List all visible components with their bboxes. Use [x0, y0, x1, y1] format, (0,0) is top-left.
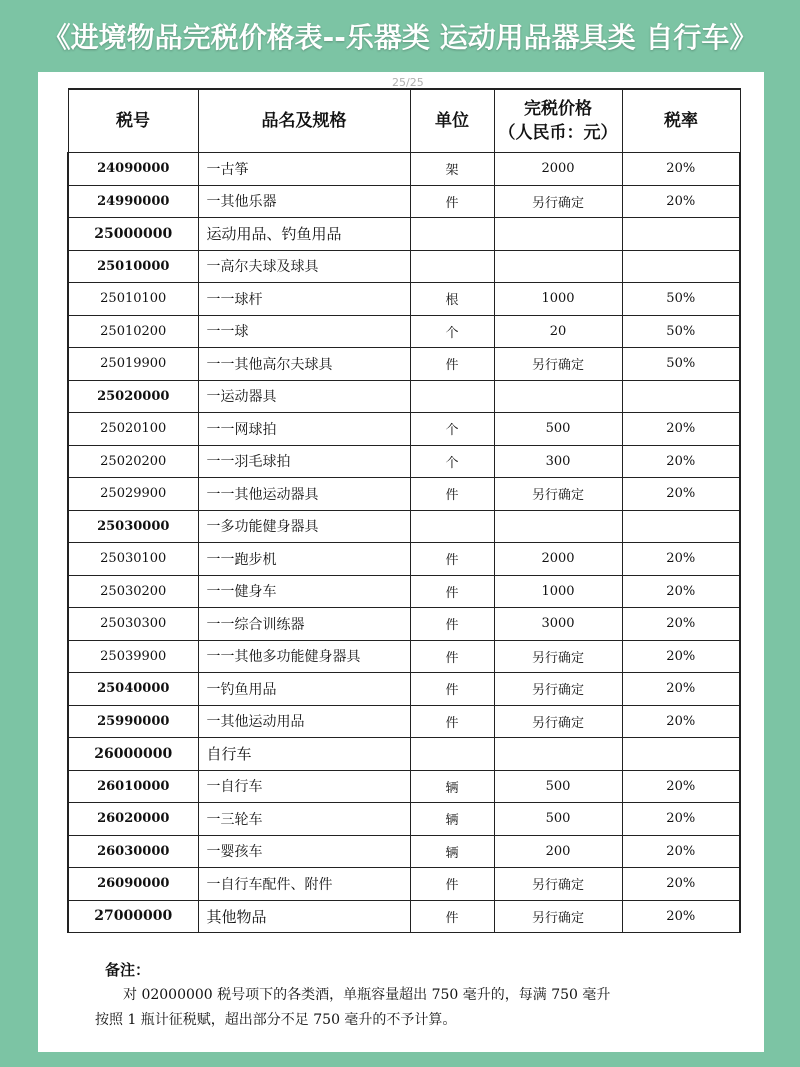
cell-rate: 20%: [622, 153, 740, 186]
cell-code: 26020000: [68, 803, 198, 836]
notes-line-2: 按照 1 瓶计征税赋，超出部分不足 750 毫升的不予计算。: [95, 1012, 457, 1028]
cell-price: 另行确定: [494, 185, 622, 218]
cell-name: 一一球: [198, 315, 410, 348]
cell-rate: 20%: [622, 185, 740, 218]
cell-unit: 件: [410, 900, 494, 933]
table-row: [68, 315, 740, 348]
cell-unit: [410, 218, 494, 251]
cell-price: 2000: [494, 543, 622, 576]
cell-code: 25000000: [68, 218, 198, 251]
cell-code: 25010200: [68, 315, 198, 348]
cell-name: 一高尔夫球及球具: [198, 250, 410, 283]
notes-label: 备注：: [105, 961, 151, 979]
header-code: 税号: [68, 89, 198, 153]
cell-unit: 件: [410, 705, 494, 738]
cell-rate: 20%: [622, 445, 740, 478]
cell-name: 一一其他运动器具: [198, 478, 410, 511]
cell-name: 一一其他高尔夫球具: [198, 348, 410, 381]
cell-unit: 辆: [410, 835, 494, 868]
cell-price: 另行确定: [494, 348, 622, 381]
table-row: [68, 543, 740, 576]
cell-rate: 20%: [622, 608, 740, 641]
table-row: [68, 575, 740, 608]
table-row: [68, 413, 740, 446]
cell-price: 另行确定: [494, 705, 622, 738]
cell-unit: [410, 738, 494, 771]
cell-rate: [622, 510, 740, 543]
cell-rate: 50%: [622, 315, 740, 348]
cell-price: 1000: [494, 575, 622, 608]
table-row: [68, 510, 740, 543]
cell-rate: 20%: [622, 575, 740, 608]
cell-code: 25029900: [68, 478, 198, 511]
cell-name: 一一羽毛球拍: [198, 445, 410, 478]
cell-code: 27000000: [68, 900, 198, 933]
header-name: 品名及规格: [198, 89, 410, 153]
cell-name: 一一球杆: [198, 283, 410, 316]
cell-code: 25020100: [68, 413, 198, 446]
cell-price: 500: [494, 770, 622, 803]
cell-rate: 20%: [622, 900, 740, 933]
cell-price: 20: [494, 315, 622, 348]
cell-rate: 20%: [622, 803, 740, 836]
table-header-row: [68, 89, 740, 153]
cell-price: 另行确定: [494, 868, 622, 901]
table-row: [68, 250, 740, 283]
cell-price: 3000: [494, 608, 622, 641]
cell-name: 一一网球拍: [198, 413, 410, 446]
cell-price: 另行确定: [494, 673, 622, 706]
cell-rate: 20%: [622, 640, 740, 673]
cell-rate: 20%: [622, 543, 740, 576]
cell-name: 一钓鱼用品: [198, 673, 410, 706]
table-row: [68, 380, 740, 413]
cell-price: 另行确定: [494, 478, 622, 511]
cell-price: [494, 250, 622, 283]
cell-unit: 件: [410, 575, 494, 608]
cell-unit: 个: [410, 413, 494, 446]
cell-price: 1000: [494, 283, 622, 316]
table-row: [68, 900, 740, 933]
cell-rate: [622, 250, 740, 283]
cell-name: 一自行车配件、附件: [198, 868, 410, 901]
table-row: [68, 868, 740, 901]
cell-rate: 20%: [622, 835, 740, 868]
cell-price: 500: [494, 803, 622, 836]
cell-code: 25040000: [68, 673, 198, 706]
cell-code: 26010000: [68, 770, 198, 803]
cell-price: [494, 380, 622, 413]
cell-rate: [622, 738, 740, 771]
table-row: [68, 673, 740, 706]
cell-code: 24990000: [68, 185, 198, 218]
cell-unit: [410, 510, 494, 543]
cell-unit: 件: [410, 185, 494, 218]
cell-name: 一其他乐器: [198, 185, 410, 218]
cell-price: 另行确定: [494, 640, 622, 673]
page-number: 25/25: [392, 76, 424, 89]
cell-price: 200: [494, 835, 622, 868]
cell-unit: 辆: [410, 803, 494, 836]
cell-price: [494, 738, 622, 771]
table-row: [68, 283, 740, 316]
cell-code: 25020200: [68, 445, 198, 478]
cell-unit: 根: [410, 283, 494, 316]
cell-code: 26000000: [68, 738, 198, 771]
cell-unit: 件: [410, 640, 494, 673]
tax-price-table: [67, 88, 741, 933]
cell-price: 另行确定: [494, 900, 622, 933]
cell-price: 500: [494, 413, 622, 446]
notes-line-1: 对 02000000 税号项下的各类酒，单瓶容量超出 750 毫升的，每满 750 毫升: [123, 987, 611, 1003]
cell-rate: [622, 380, 740, 413]
cell-unit: 件: [410, 608, 494, 641]
cell-name: 一一综合训练器: [198, 608, 410, 641]
table-row: [68, 770, 740, 803]
cell-name: 一三轮车: [198, 803, 410, 836]
cell-unit: 件: [410, 348, 494, 381]
cell-unit: 件: [410, 673, 494, 706]
cell-price: 2000: [494, 153, 622, 186]
cell-rate: [622, 218, 740, 251]
cell-rate: 20%: [622, 705, 740, 738]
table-row: [68, 153, 740, 186]
header-price-line2: （人民币：元）: [498, 123, 618, 143]
cell-unit: [410, 250, 494, 283]
table-row: [68, 185, 740, 218]
cell-unit: 架: [410, 153, 494, 186]
header-rate: 税率: [622, 89, 740, 153]
cell-name: 运动用品、钓鱼用品: [198, 218, 410, 251]
cell-rate: 50%: [622, 283, 740, 316]
cell-code: 25010100: [68, 283, 198, 316]
table-row: [68, 803, 740, 836]
cell-rate: 20%: [622, 868, 740, 901]
cell-rate: 20%: [622, 673, 740, 706]
cell-unit: 辆: [410, 770, 494, 803]
table-row: [68, 705, 740, 738]
cell-unit: 个: [410, 445, 494, 478]
cell-unit: 件: [410, 478, 494, 511]
table-row: [68, 608, 740, 641]
cell-price: [494, 510, 622, 543]
table-row: [68, 640, 740, 673]
cell-code: 25010000: [68, 250, 198, 283]
cell-unit: [410, 380, 494, 413]
cell-code: 25019900: [68, 348, 198, 381]
cell-name: 其他物品: [198, 900, 410, 933]
cell-code: 25030300: [68, 608, 198, 641]
cell-code: 26090000: [68, 868, 198, 901]
cell-rate: 20%: [622, 413, 740, 446]
cell-code: 24090000: [68, 153, 198, 186]
cell-rate: 50%: [622, 348, 740, 381]
table-row: [68, 478, 740, 511]
notes-section: [95, 958, 735, 1033]
cell-price: [494, 218, 622, 251]
cell-unit: 个: [410, 315, 494, 348]
cell-code: 26030000: [68, 835, 198, 868]
table-body: [68, 153, 740, 933]
cell-code: 25020000: [68, 380, 198, 413]
cell-name: 自行车: [198, 738, 410, 771]
table-row: [68, 218, 740, 251]
cell-price: 300: [494, 445, 622, 478]
cell-code: 25990000: [68, 705, 198, 738]
cell-name: 一多功能健身器具: [198, 510, 410, 543]
header-price-line1: 完税价格: [524, 99, 592, 119]
banner-title: 《进境物品完税价格表--乐器类 运动用品器具类 自行车》: [42, 21, 758, 54]
cell-unit: 件: [410, 543, 494, 576]
table-row: [68, 738, 740, 771]
table-row: [68, 835, 740, 868]
cell-name: 一一其他多功能健身器具: [198, 640, 410, 673]
cell-code: 25030000: [68, 510, 198, 543]
cell-unit: 件: [410, 868, 494, 901]
cell-code: 25039900: [68, 640, 198, 673]
cell-name: 一一健身车: [198, 575, 410, 608]
cell-rate: 20%: [622, 770, 740, 803]
cell-name: 一古筝: [198, 153, 410, 186]
table-row: [68, 348, 740, 381]
cell-name: 一自行车: [198, 770, 410, 803]
cell-name: 一其他运动用品: [198, 705, 410, 738]
cell-name: 一运动器具: [198, 380, 410, 413]
table-row: [68, 445, 740, 478]
cell-code: 25030200: [68, 575, 198, 608]
header-unit: 单位: [410, 89, 494, 153]
cell-name: 一婴孩车: [198, 835, 410, 868]
cell-rate: 20%: [622, 478, 740, 511]
cell-code: 25030100: [68, 543, 198, 576]
cell-name: 一一跑步机: [198, 543, 410, 576]
header-price: [494, 89, 622, 153]
